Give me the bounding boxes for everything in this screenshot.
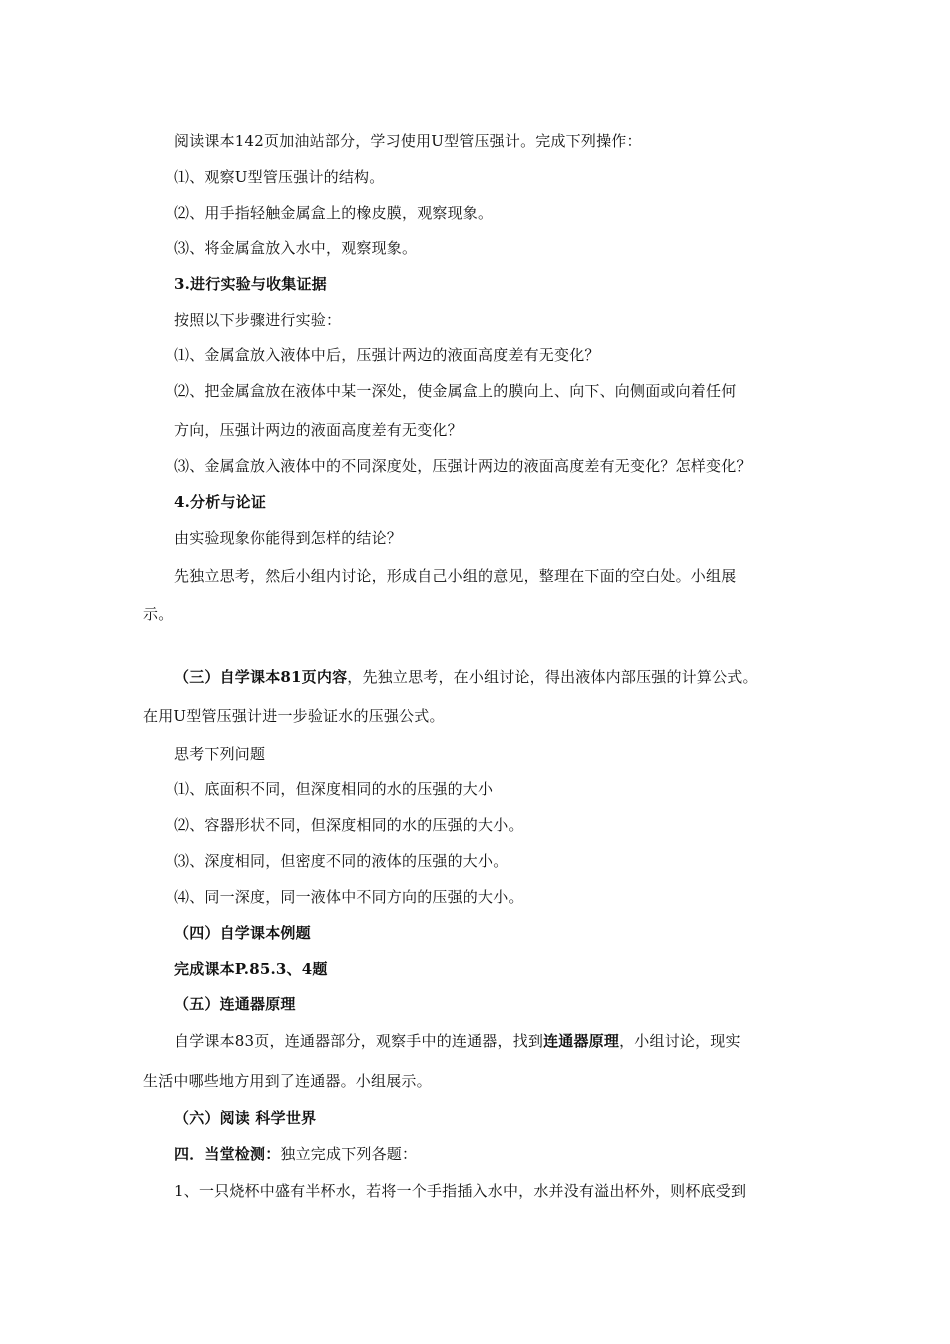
text-line: ⑵、把金属盒放在液体中某一深处，使金属盒上的膜向上、向下、向侧面或向着任何 (174, 382, 737, 400)
section-heading: 4.分析与论证 (174, 493, 267, 511)
section-heading-inline: （三）自学课本81页内容 (174, 668, 348, 686)
text-inline: 独立完成下列各题： (280, 1145, 418, 1163)
keyword-inline: 连通器原理 (543, 1032, 620, 1050)
text-line: ⑴、观察U型管压强计的结构。 (174, 168, 385, 186)
text-line: 示。 (143, 605, 174, 623)
text-line: 思考下列问题 (174, 745, 266, 763)
text-line: 方向，压强计两边的液面高度差有无变化？ (174, 421, 463, 439)
text-line: ⑶、金属盒放入液体中的不同深度处，压强计两边的液面高度差有无变化？怎样变化？ (174, 457, 752, 475)
text-line: ⑴、金属盒放入液体中后，压强计两边的液面高度差有无变化？ (174, 346, 600, 364)
section-heading: （五）连通器原理 (174, 995, 296, 1013)
text-line: ⑶、将金属盒放入水中，观察现象。 (174, 239, 418, 257)
text-inline: ，先独立思考，在小组讨论，得出液体内部压强的计算公式。 (347, 668, 758, 686)
text-line: 1、一只烧杯中盛有半杯水，若将一个手指插入水中，水并没有溢出杯外，则杯底受到 (174, 1182, 747, 1200)
mixed-line (174, 667, 758, 687)
section-heading: （六）阅读 科学世界 (174, 1109, 317, 1127)
text-line: ⑵、用手指轻触金属盒上的橡皮膜，观察现象。 (174, 204, 494, 222)
text-line: ⑵、容器形状不同，但深度相同的水的压强的大小。 (174, 816, 524, 834)
mixed-line (174, 1031, 741, 1051)
text-line: 阅读课本142页加油站部分，学习使用U型管压强计。完成下列操作： (174, 132, 642, 150)
section-heading: （四）自学课本例题 (174, 924, 311, 942)
text-line: 生活中哪些地方用到了连通器。小组展示。 (143, 1072, 432, 1090)
text-line: ⑶、深度相同，但密度不同的液体的压强的大小。 (174, 852, 509, 870)
mixed-line (174, 1144, 417, 1164)
text-inline: ，小组讨论，现实 (619, 1032, 741, 1050)
text-inline: 自学课本83页，连通器部分，观察手中的连通器，找到 (174, 1032, 544, 1050)
section-heading: 3.进行实验与收集证据 (174, 275, 327, 293)
text-line: 在用U型管压强计进一步验证水的压强公式。 (143, 707, 445, 725)
section-heading-inline: 四．当堂检测： (174, 1145, 281, 1163)
section-heading: 完成课本P.85.3、4题 (174, 960, 328, 978)
text-line: ⑴、底面积不同，但深度相同的水的压强的大小 (174, 780, 494, 798)
text-line: 先独立思考，然后小组内讨论，形成自己小组的意见，整理在下面的空白处。小组展 (174, 567, 737, 585)
text-line: 由实验现象你能得到怎样的结论？ (174, 529, 403, 547)
text-line: ⑷、同一深度，同一液体中不同方向的压强的大小。 (174, 888, 524, 906)
text-line: 按照以下步骤进行实验： (174, 311, 342, 329)
